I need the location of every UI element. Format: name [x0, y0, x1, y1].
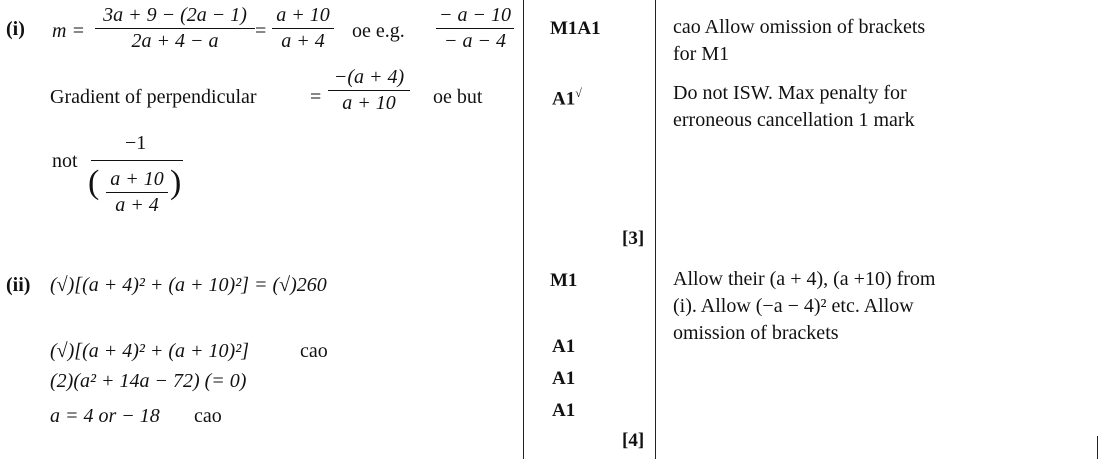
total-part-i: [3]: [622, 228, 645, 249]
fraction-5-inner: [106, 168, 168, 217]
fraction-1: [95, 4, 255, 53]
m-prefix: m =: [52, 20, 85, 42]
part-ii-line-3: (2)(a² + 14a − 72) (= 0): [50, 370, 247, 392]
mark-a1-ii-1: A1: [552, 336, 576, 357]
guidance-2: Do not ISW. Max penalty for erroneous cancellation 1 mark: [673, 82, 915, 131]
part-ii-line-2: (√)[(a + 4)² + (a + 10)²]: [50, 340, 249, 362]
part-ii-line-1: (√)[(a + 4)² + (a + 10)²] = (√)260: [50, 274, 327, 296]
part-ii-line-2-cao: cao: [300, 340, 328, 362]
fraction-2: [272, 4, 334, 53]
fraction-3-numerator: − a − 10: [439, 4, 511, 26]
mark-m1a1: M1A1: [550, 18, 601, 39]
fraction-5-bar: [91, 160, 183, 161]
column-divider-1: [523, 0, 524, 459]
mark-a1-ii-2: A1: [552, 368, 576, 389]
equals-2: =: [310, 86, 322, 108]
total-part-ii: [4]: [622, 430, 645, 451]
left-paren: (: [88, 164, 100, 201]
gradient-label: Gradient of perpendicular: [50, 86, 257, 108]
fraction-4-denominator: a + 10: [342, 92, 396, 114]
right-paren: ): [170, 164, 182, 201]
fraction-3: [436, 4, 514, 53]
fraction-3-denominator: − a − 4: [444, 30, 506, 52]
mark-m1-ii: M1: [550, 270, 578, 291]
mark-a1-follow: A1√: [552, 86, 582, 110]
fraction-2-numerator: a + 10: [276, 4, 330, 26]
oe-but-text: oe but: [433, 86, 483, 108]
column-divider-2: [655, 0, 656, 459]
inner-denominator: a + 4: [115, 194, 159, 216]
fraction-1-denominator: 2a + 4 − a: [131, 30, 219, 52]
part-ii-line-4-cao: cao: [194, 405, 222, 427]
part-ii-line-4: a = 4 or − 18: [50, 405, 160, 427]
fraction-4-numerator: −(a + 4): [333, 66, 405, 88]
oe-eg-text: oe e.g.: [352, 20, 405, 42]
guidance-1: cao Allow omission of brackets for M1: [673, 16, 926, 65]
fraction-5-numerator: −1: [125, 132, 147, 154]
edge-mark: [1097, 436, 1098, 459]
part-i-label: (i): [6, 18, 25, 40]
not-label: not: [52, 150, 78, 172]
equals-1: =: [255, 20, 267, 42]
guidance-3: Allow their (a + 4), (a +10) from (i). Allow (−a − 4)² etc. Allow omission of brackets: [673, 268, 936, 344]
fraction-2-denominator: a + 4: [281, 30, 325, 52]
part-ii-label: (ii): [6, 274, 31, 296]
inner-numerator: a + 10: [110, 168, 164, 190]
fraction-1-numerator: 3a + 9 − (2a − 1): [103, 4, 247, 26]
tick-icon: √: [575, 86, 582, 100]
mark-a1-ii-3: A1: [552, 400, 576, 421]
fraction-4: [328, 66, 410, 115]
